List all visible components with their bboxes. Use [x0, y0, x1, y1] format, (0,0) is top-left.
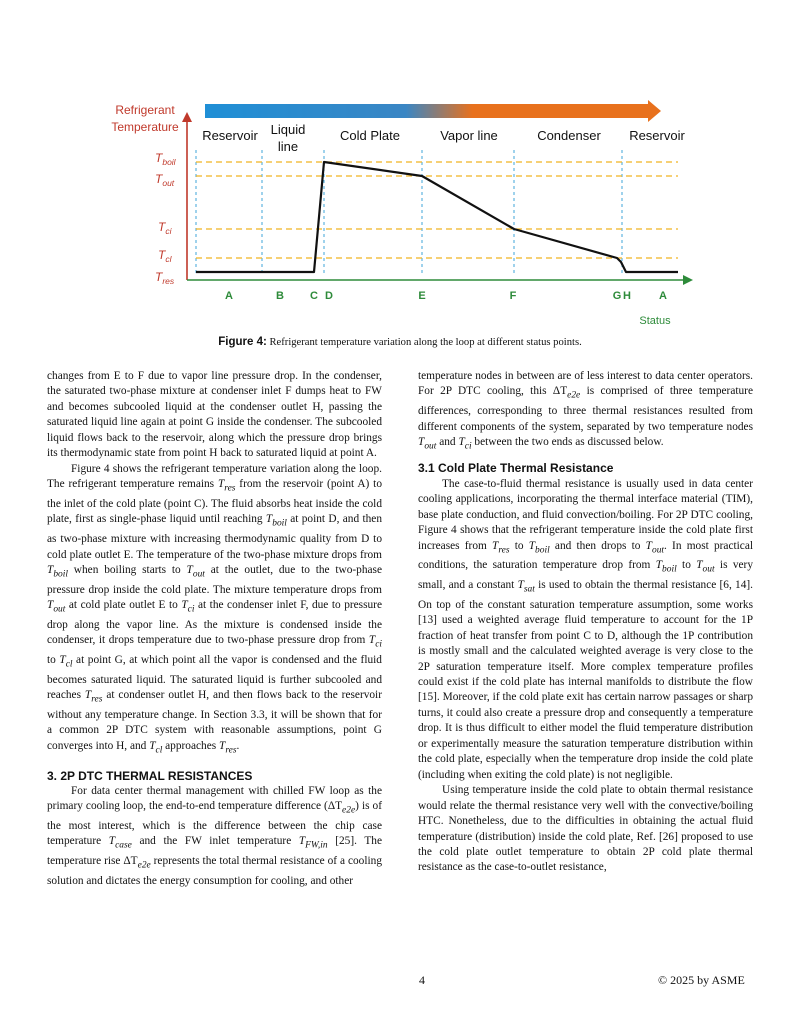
- caption-label: Figure 4:: [218, 336, 267, 348]
- right-column: [418, 369, 753, 876]
- point-label-a2: A: [659, 290, 667, 302]
- point-label-d: D: [325, 290, 333, 302]
- region-liquid-line-2: line: [277, 139, 299, 154]
- point-label-h: H: [623, 290, 631, 302]
- section-3-1-heading: 3.1 Cold Plate Thermal Resistance: [418, 460, 614, 475]
- x-axis-title: Status: [639, 315, 671, 327]
- flow-direction-arrow: [205, 100, 661, 122]
- left-column: [47, 369, 382, 889]
- point-label-g: G: [612, 290, 622, 302]
- right-paragraph-2: The case-to-fluid thermal resistance is usually used in data center cooling applications, incorporating the thermal interface material (TIM), base plate conduction, and fluid convection/boiling. For 2P DTC cooling, Figure 4 shows that the refrigerant temperature inside the cold plate first increases from $T_{res}$ to $T_{boil}$ and then drops to $T_{out}$. In most practical conditions, the saturation temperature drop from $T_{boil}$ to $T_{out}$ is very small, and a constant $T_{sat}$ is used to obtain the thermal resistance [6, 14]. On top of the constant saturation temperature assumption, some works [13] used a weighted average fluid temperature to account for the 1P fraction of heat transfer from point C to D, although the 1P contribution is mostly small and the calculated weighted average is very close to the 2P saturation temperature itself. More complex temperature profiles could exist if the cold plate has internal manifolds to distribute the flow [15]. Moreover, if the cold plate exit has certain narrow passages or sharp turns, it could also create a pressure drop and consequently a temperature drop. It is thus difficult to either model the fluid temperature distribution or experimentally measure the saturation temperature distribution within the cold plate, especially when the temperature drop inside the cold plate (including when exiting the cold plate) is not negligible.: [418, 477, 754, 781]
- region-condenser: Condenser: [537, 128, 601, 143]
- label-t-cl: $T_{cl}$: [158, 248, 172, 264]
- label-t-out: $T_{out}$: [155, 172, 175, 188]
- copyright-notice: © 2025 by ASME: [658, 973, 745, 987]
- figure-4-chart: [100, 92, 700, 332]
- region-separators: [196, 150, 622, 274]
- point-label-f: F: [509, 290, 517, 302]
- left-paragraph-3: For data center thermal management with chilled FW loop as the primary cooling loop, the end-to-end temperature difference $(\Delta T_{e2e})$ is of the most interest, which is the difference between the chip case temperature $T_{case}$ and the FW inlet temperature $T_{FW,in}$ [25]. The temperature rise $\Delta T_{e2e}$ represents the total thermal resistance of a cooling solution and dictates the energy consumption for cooling, and other: [47, 784, 382, 887]
- point-label-a1: A: [225, 290, 233, 302]
- temperature-reference-lines: [196, 162, 678, 258]
- right-paragraph-3: Using temperature inside the cold plate to obtain thermal resistance would relate the thermal resistance very well with the convective/boiling HTC. Nonetheless, due to the difficulties in obtaining the actual fluid temperature (distribution) inside the cold plate, Ref. [26] proposed to use the cold plate outlet temperature to obtain 2P cold plate thermal resistance as the case-to-outlet resistance,: [418, 784, 753, 874]
- left-paragraph-2: Figure 4 shows the refrigerant temperature variation along the loop. The refrigerant temperature remains $T_{res}$ from the reservoir (point A) to the inlet of the cold plate (point C). The fluid absorbs heat inside the cold plate, first as single-phase liquid until reaching $T_{boil}$ at point D, and then as two-phase mixture with increasing thermodynamic quality from D to cold plate outlet E. The temperature of the two-phase mixture drops from $T_{boil}$ when boiling starts to $T_{out}$ at the outlet, due to the two-phase pressure drop inside the cold plate. The mixture temperature drops from $T_{out}$ at cold plate outlet E to $T_{ci}$ at the condenser inlet F, due to pressure drop along the vapor line. As the mixture is condensed inside the condenser, it drops temperature due to two-phase pressure drop from $T_{ci}$ to $T_{cl}$ at point G, at which point all the vapor is condensed and the fluid becomes saturated liquid. The saturated liquid is further subcooled and reaches $T_{res}$ at condenser outlet H, and then flows back to the reservoir without any temperature change. In Section 3.3, it will be shown that for a common 2P DTC system with reasonable assumptions, point G converges into H, and $T_{cl}$ approaches $T_{res}$.: [47, 462, 382, 756]
- section-3-heading: 3. 2P DTC THERMAL RESISTANCES: [47, 768, 253, 783]
- axes: [182, 112, 693, 285]
- y-axis-title-line1: Refrigerant: [115, 103, 175, 117]
- right-paragraph-1: temperature nodes in between are of less interest to data center operators. For 2P DTC cooling, this $\Delta T_{e2e}$ is comprised of three temperature differences, corresponding to three thermal resistances resulted from different components of the system, separated by two temperature nodes $T_{out}$ and $T_{ci}$ between the two ends as discussed below.: [418, 370, 753, 452]
- region-reservoir-right: Reservoir: [629, 128, 685, 143]
- label-t-boil: $T_{boil}$: [155, 151, 176, 167]
- region-cold-plate: Cold Plate: [340, 128, 400, 143]
- figure-caption: [0, 336, 800, 348]
- region-liquid-line-1: Liquid: [270, 122, 306, 137]
- point-label-c: C: [310, 290, 318, 302]
- left-paragraph-1: changes from E to F due to vapor line pressure drop. In the condenser, the saturated two-phase mixture at condenser inlet F dumps heat to FW and becomes subcooled liquid at the condenser outlet H, passing the saturated liquid line again at point G inside the condenser. The subcooled liquid flows back to the reservoir, along which the pressure drop brings its thermodynamic state from point H back to saturated liquid at point A.: [47, 370, 382, 460]
- region-vapor-line: Vapor line: [440, 128, 498, 143]
- label-t-ci: $T_{ci}$: [158, 220, 172, 236]
- point-label-b: B: [276, 290, 284, 302]
- y-axis-title-line2: Temperature: [111, 120, 179, 134]
- region-reservoir-left: Reservoir: [202, 128, 258, 143]
- label-t-res: $T_{res}$: [155, 270, 175, 286]
- temperature-profile-line: [196, 162, 678, 272]
- point-label-e: E: [418, 290, 426, 302]
- caption-text: Refrigerant temperature variation along the loop at different status points.: [266, 337, 582, 348]
- page-number: 4: [419, 973, 425, 987]
